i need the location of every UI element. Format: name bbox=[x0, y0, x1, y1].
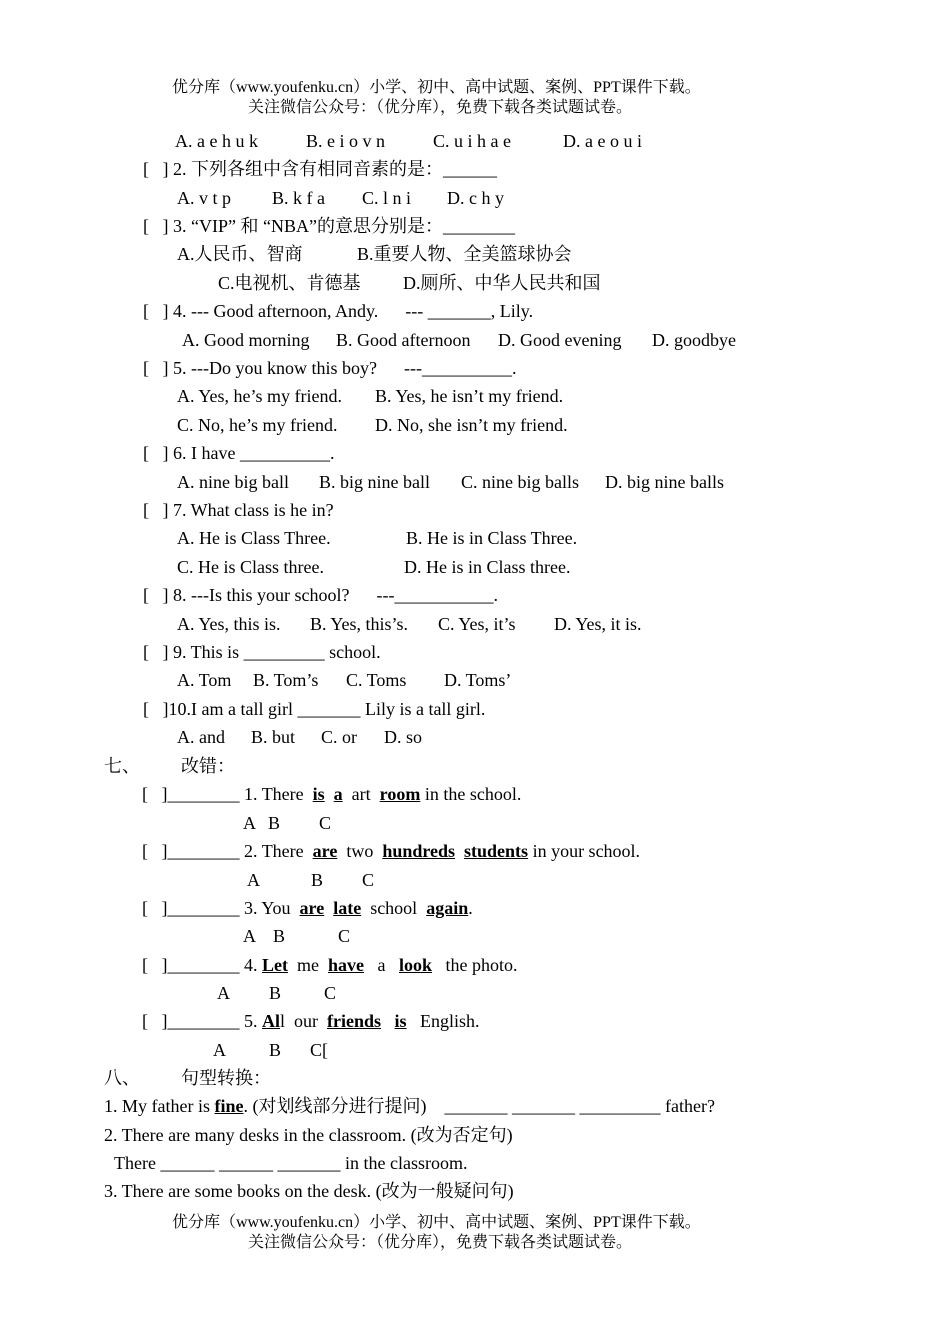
transform-1: 1. My father is fine. (对划线部分进行提问) _______ _______ _________ father? bbox=[104, 1096, 715, 1116]
answer-bracket: [ ]________ bbox=[142, 841, 240, 861]
q2-option-a: A. v t p bbox=[177, 188, 231, 208]
q7-option-a: A. He is Class Three. bbox=[177, 528, 331, 548]
q5-option-a: A. Yes, he’s my friend. bbox=[177, 386, 342, 406]
transform-2: 2. There are many desks in the classroom. (改为否定句) bbox=[104, 1125, 513, 1145]
answer-bracket: [ ]________ bbox=[142, 1011, 240, 1031]
correction-4-letter-c: C bbox=[324, 983, 337, 1003]
q1-option-b: B. e i o v n bbox=[306, 131, 385, 151]
section-7-title: 改错： bbox=[181, 756, 235, 776]
correction-4: [ ]________ 4. Let me have a look the photo. bbox=[142, 955, 518, 975]
q10-option-b: B. but bbox=[251, 727, 296, 747]
q6-option-d: D. big nine balls bbox=[605, 472, 724, 492]
section-7-number: 七、 bbox=[104, 756, 140, 776]
q2-option-b: B. k f a bbox=[272, 188, 325, 208]
q8-option-b: B. Yes, this’s. bbox=[310, 614, 409, 634]
footer-line-1: 优分库（www.youfenku.cn）小学、初中、高中试题、案例、PPT课件下载。 bbox=[172, 1214, 701, 1231]
footer-line-2: 关注微信公众号：（优分库），免费下载各类试题试卷。 bbox=[248, 1234, 633, 1251]
question-2: [ ] 2. 下列各组中含有相同音素的是：______ bbox=[143, 159, 497, 179]
q8-option-c: C. Yes, it’s bbox=[438, 614, 516, 634]
q6-option-a: A. nine big ball bbox=[177, 472, 289, 492]
correction-5-letter-a: A bbox=[213, 1040, 226, 1060]
q3-option-d: D.厕所、中华人民共和国 bbox=[403, 273, 601, 293]
correction-2-letter-a: A bbox=[247, 870, 260, 890]
q8-option-a: A. Yes, this is. bbox=[177, 614, 281, 634]
question-9: [ ] 9. This is _________ school. bbox=[143, 642, 381, 662]
correction-2-letter-b: B bbox=[311, 870, 324, 890]
answer-bracket: [ ]________ bbox=[142, 784, 240, 804]
correction-1: [ ]________ 1. There is a art room in the school. bbox=[142, 784, 522, 804]
q1-option-c: C. u i h a e bbox=[433, 131, 511, 151]
q3-option-a: A.人民币、智商 bbox=[177, 244, 303, 264]
q2-option-d: D. c h y bbox=[447, 188, 504, 208]
correction-3-letter-a: A bbox=[243, 926, 256, 946]
q10-option-a: A. and bbox=[177, 727, 225, 747]
question-8: [ ] 8. ---Is this your school? ---___________. bbox=[143, 585, 498, 605]
q5-option-b: B. Yes, he isn’t my friend. bbox=[375, 386, 564, 406]
q4-option-c: D. Good evening bbox=[498, 330, 622, 350]
question-3: [ ] 3. “VIP” 和 “NBA”的意思分别是：________ bbox=[143, 216, 515, 236]
header-line-2: 关注微信公众号：（优分库），免费下载各类试题试卷。 bbox=[248, 99, 633, 116]
correction-2: [ ]________ 2. There are two hundreds students in your school. bbox=[142, 841, 641, 861]
question-7: [ ] 7. What class is he in? bbox=[143, 500, 334, 520]
question-6: [ ] 6. I have __________. bbox=[143, 443, 335, 463]
q9-option-a: A. Tom bbox=[177, 670, 232, 690]
correction-5-letter-b: B bbox=[269, 1040, 282, 1060]
correction-2-letter-c: C bbox=[362, 870, 375, 890]
q2-option-c: C. l n i bbox=[362, 188, 412, 208]
q5-option-d: D. No, she isn’t my friend. bbox=[375, 415, 568, 435]
correction-3: [ ]________ 3. You are late school again. bbox=[142, 898, 473, 918]
correction-4-letter-a: A bbox=[217, 983, 230, 1003]
q5-option-c: C. No, he’s my friend. bbox=[177, 415, 338, 435]
q7-option-c: C. He is Class three. bbox=[177, 557, 324, 577]
correction-3-letter-c: C bbox=[338, 926, 351, 946]
transform-2-answer: There ______ ______ _______ in the classroom. bbox=[114, 1153, 468, 1173]
q8-option-d: D. Yes, it is. bbox=[554, 614, 642, 634]
q7-option-d: D. He is in Class three. bbox=[404, 557, 571, 577]
correction-1-letter-c: C bbox=[319, 813, 332, 833]
answer-bracket: [ ]________ bbox=[142, 898, 240, 918]
correction-5: [ ]________ 5. All our friends is English. bbox=[142, 1011, 480, 1031]
q10-option-d: D. so bbox=[384, 727, 423, 747]
question-10: [ ]10.I am a tall girl _______ Lily is a tall girl. bbox=[143, 699, 486, 719]
question-4: [ ] 4. --- Good afternoon, Andy. --- _______, Lily. bbox=[143, 301, 534, 321]
q1-option-a: A. a e h u k bbox=[175, 131, 258, 151]
q9-option-b: B. Tom’s bbox=[253, 670, 319, 690]
q3-option-b: B.重要人物、全美篮球协会 bbox=[357, 244, 572, 264]
header-line-1: 优分库（www.youfenku.cn）小学、初中、高中试题、案例、PPT课件下载。 bbox=[172, 79, 701, 96]
correction-1-letter-a: A bbox=[243, 813, 256, 833]
q6-option-c: C. nine big balls bbox=[461, 472, 579, 492]
question-5: [ ] 5. ---Do you know this boy? ---__________. bbox=[143, 358, 517, 378]
section-8-number: 八、 bbox=[104, 1068, 140, 1088]
q9-option-c: C. Toms bbox=[346, 670, 407, 690]
correction-4-letter-b: B bbox=[269, 983, 282, 1003]
correction-5-letter-c: C[ bbox=[310, 1040, 328, 1060]
q6-option-b: B. big nine ball bbox=[319, 472, 430, 492]
correction-1-letter-b: B bbox=[268, 813, 281, 833]
section-8-title: 句型转换： bbox=[181, 1068, 271, 1088]
correction-3-letter-b: B bbox=[273, 926, 286, 946]
q4-option-b: B. Good afternoon bbox=[336, 330, 471, 350]
transform-3: 3. There are some books on the desk. (改为一般疑问句) bbox=[104, 1181, 514, 1201]
answer-bracket: [ ]________ bbox=[142, 955, 240, 975]
q3-option-c: C.电视机、肯德基 bbox=[218, 273, 361, 293]
q1-option-d: D. a e o u i bbox=[563, 131, 642, 151]
q10-option-c: C. or bbox=[321, 727, 357, 747]
q4-option-a: A. Good morning bbox=[182, 330, 310, 350]
q7-option-b: B. He is in Class Three. bbox=[406, 528, 578, 548]
q9-option-d: D. Toms’ bbox=[444, 670, 512, 690]
q4-option-d: D. goodbye bbox=[652, 330, 736, 350]
